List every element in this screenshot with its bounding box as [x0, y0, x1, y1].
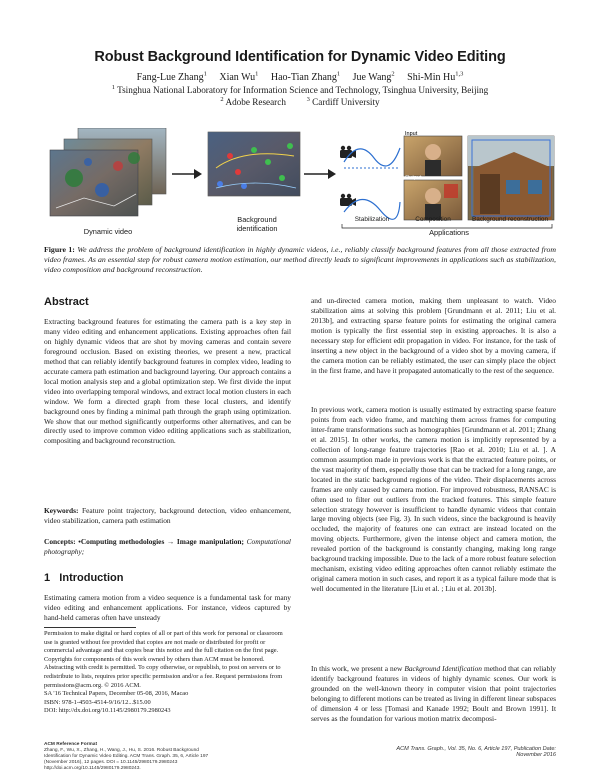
figure-caption	[44, 245, 556, 275]
author-list	[0, 71, 600, 83]
author: Shi-Min Hu$^{1,3}$	[407, 71, 464, 84]
arrow-icon	[172, 169, 202, 179]
background-reconstruction-frame	[468, 136, 554, 220]
intro-heading: 1 Introduction	[44, 572, 124, 584]
right-paragraph-2: In previous work, camera motion is usually estimated by extracting sparse feature points from each video frame, and matching them across frames for computing inter-frame transformations such as homographies [Grundmann et al. 2011; Zhang et al. 2015]. In other works, the camera motion is implicitly represented by a collection of long-range feature trajectories [Rao et al. 2010; Liu et al. ]. A common assumption made in previous work is that the extracted feature points, or the vast majority of them, especially those that can be tracked for a long range, are located in the static background regions of the video. Their displacements across frames are only caused by camera motion. For improved robustness, RANSAC is often used to filter out outliers from the tracked features. This simple feature selection strategy however is insufficient to handle dynamic videos that contain large moving objects (see Fig. 3). In such videos, since the background is heavily occluded, the majority of features one can extract are instead located on the moving objects. Furthermore, given the intense object and camera motion, the revealed portion of the background is constantly changing, making long range background tracking impossible. Due to the lack of a more robust feature selection mechanism, existing video editing approaches often cannot reliably estimate the original camera motion in such cases, and report it as a typical failure mode that is well documented in the literature [Liu et al. ; Liu et al. 2013b].	[311, 405, 556, 594]
background-reconstruction-label: Background reconstruction	[471, 216, 549, 223]
right-paragraph-1: and un-directed camera motion, making them unpleasant to watch. Video stabilization aims at solving this problem [Grundmann et al. 2011; Liu et al. 2013b], and extracting sparse feature points for estimating the original camera motion is typically the first essential step in existing approaches. It is also a necessary step for efficient edit propagation in video. For instance, for the task of inserting a new object in the background of a video shot by a moving camera, if the camera motion can be reliably estimated, the user can simply place the object in the first frame, and have it propagated automatically to the rest of the sequence.	[311, 296, 556, 375]
paper-title: Robust Background Identification for Dynamic Video Editing	[94, 49, 506, 65]
background-identification-graphic	[208, 132, 300, 196]
running-footer: ACM Trans. Graph., Vol. 35, No. 6, Article 197, Publication Date: November 2016	[396, 746, 556, 758]
keywords-text: Feature point trajectory, background detection, video enhancement, video stabilization, camera path estimation	[44, 506, 291, 525]
concepts-bold: •Computing methodologies → Image manipulation;	[78, 537, 245, 546]
footnote-rule	[44, 627, 136, 628]
stabilization-label: Stabilization	[354, 216, 390, 223]
abstract-heading: Abstract	[44, 296, 89, 308]
affiliation-line: $^2$ Adobe Research $^3$ Cardiff University	[220, 96, 380, 108]
right-paragraph-3: In this work, we present a new Background Identification method that can reliably identify background features in videos of highly dynamic scenes. Our work is grounded on the well-known theory in computer vision that point trajectories belonging to different motions can be treated as living in different linear subspaces of dimension 4 or less [Tomasi and Kanade 1992; Boult and Brown 1991]. It serves as the foundation for various motion matrix decomposi-	[311, 664, 557, 723]
keywords	[44, 506, 291, 526]
camera-path-icon	[340, 146, 400, 168]
concepts-label: Concepts:	[44, 537, 76, 546]
author: Hao-Tian Zhang$^1$	[270, 71, 341, 84]
author: Fang-Lue Zhang$^1$	[136, 71, 207, 84]
intro-text: Estimating camera motion from a video sequence is a fundamental task for many video editing and enhancement applications. For instance, videos captured by hand-held cameras often have unsteady	[44, 593, 291, 622]
author: Xian Wu$^1$	[219, 71, 259, 84]
figure-caption-text: We address the problem of background identification in highly dynamic videos, i.e., reliably classify background features from all those extracted from video frames. As an essential step for robust camera motion estimation, our method directly leads to significant improvements in applications such as stabilization, video composition and background reconstruction.	[44, 245, 557, 274]
keywords-label: Keywords:	[44, 506, 79, 515]
output-label: Output	[405, 175, 422, 181]
author: Jue Wang$^2$	[352, 71, 395, 84]
affiliation-line: $^1$ Tsinghua National Laboratory for Information Science and Technology, Tsinghua University, Beijing	[111, 84, 489, 96]
arrow-icon	[304, 169, 336, 179]
dynamic-video-label: Dynamic video	[83, 227, 133, 236]
input-label: Input	[405, 131, 418, 137]
applications-label: Applications	[429, 228, 469, 237]
concepts	[44, 537, 291, 557]
composition-frames	[404, 131, 462, 220]
figure-caption-label: Figure 1:	[44, 245, 75, 254]
dynamic-video-frames	[50, 128, 166, 216]
permission-footnote: Permission to make digital or hard copies of all or part of this work for personal or classroom use is granted without fee provided that copies are not made or distributed for profit or commercial advantage and that copies bear this notice and the full citation on the first page. Copyrights for components of this work owned by others than ACM must be honored. Abstracting with credit is permitted. To copy otherwise, or republish, to post on servers or to redistribute to lists, requires prior specific permission and/or a fee. Request permissions from permissions@acm.org. © 2016 ACM. SA '16 Technical Papers, December 05-08, 2016, Macao ISBN: 978-1-4503-4514-9/16/12...$15.00 DOI: http://dx.doi.org/10.1145/2980179.2980243	[44, 630, 283, 715]
acm-reference-format: ACM Reference Format Zhang, F., Wu, X., Zhang, H., Wang, J., Hu, S. 2016. Robust Background Identification for Dynamic Video Editing. ACM Trans. Graph. 35, 6, Article 197 (November 2016), 12 pages. DOI = 10.1145/2980179.2980243 http://doi.acm.org/10.1145/2980179.2980243.	[44, 742, 209, 771]
concepts-italic: Computational photography;	[44, 537, 291, 556]
teaser-figure	[44, 128, 556, 240]
abstract-text: Extracting background features for estimating the camera path is a key step in many video editing and enhancement applications. Existing approaches often fail on highly dynamic videos that are shot by moving cameras and contain severe foreground occlusion. Based on existing theories, we present a new, practical method that can reliably identify background features in complex video, leading to accurate camera path estimation and background layering. Our approach contains a local motion analysis step and a global optimization step. We first divide the input video into overlapping temporal windows, and extract local motion clusters in each window. We form a directed graph from these local clusters, and identify background ones by finding a minimal path through the graph using optimization. We show that our method significantly outperforms other alternatives, and can be directly used to improve common video editing applications such as stabilization, compositing and background reconstruction.	[44, 317, 291, 446]
background-identification-label: Background identification	[236, 215, 278, 233]
composition-label: Composition	[415, 216, 451, 223]
